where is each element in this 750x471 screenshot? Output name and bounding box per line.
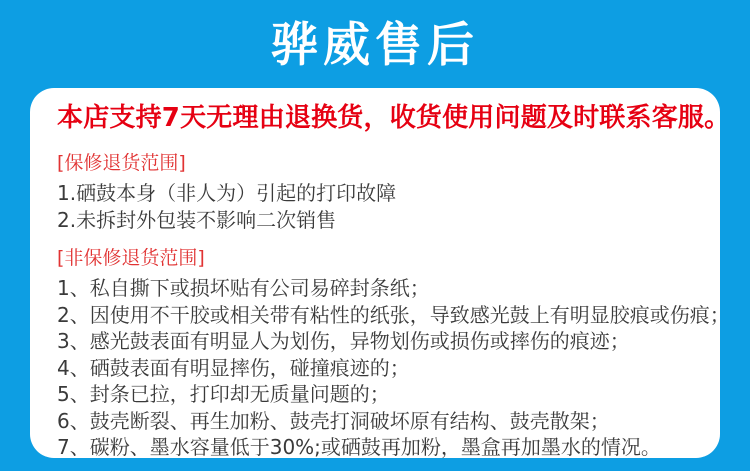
list-item: 7、碳粉、墨水容量低于30%;或硒鼓再加粉，墨盒再加墨水的情况。	[57, 435, 661, 459]
warranty-section-heading: [保修退货范围]	[57, 152, 186, 174]
non-warranty-section-heading: [非保修退货范围]	[57, 247, 205, 269]
list-item: 1、私自撕下或损坏贴有公司易碎封条纸；	[57, 276, 430, 300]
list-item: 6、鼓壳断裂、再生加粉、鼓壳打洞破坏原有结构、鼓壳散架；	[57, 408, 610, 433]
list-item: 2.未拆封外包装不影响二次销售	[57, 208, 337, 232]
warranty-item-list	[57, 180, 696, 234]
list-item: 2、因使用不干胶或相关带有粘性的纸张，导致感光鼓上有明显胶痕或伤痕；	[57, 302, 730, 327]
non-warranty-section	[57, 247, 730, 461]
list-item: 5、封条已拉，打印却无质量问题的；	[57, 382, 390, 406]
warranty-section	[57, 152, 696, 234]
policy-card	[30, 88, 731, 459]
list-item: 4、硒鼓表面有明显摔伤，碰撞痕迹的；	[57, 355, 410, 380]
list-item: 3、感光鼓表面有明显人为划伤，异物划伤或损伤或摔伤的痕迹；	[57, 329, 630, 353]
page-header	[0, 0, 750, 88]
non-warranty-item-list	[57, 275, 730, 461]
page-title: 骅威售后	[271, 17, 479, 73]
list-item: 1.硒鼓本身（非人为）引起的打印故障	[57, 181, 397, 205]
policy-headline: 本店支持7天无理由退换货，收货使用问题及时联系客服。	[57, 103, 731, 133]
